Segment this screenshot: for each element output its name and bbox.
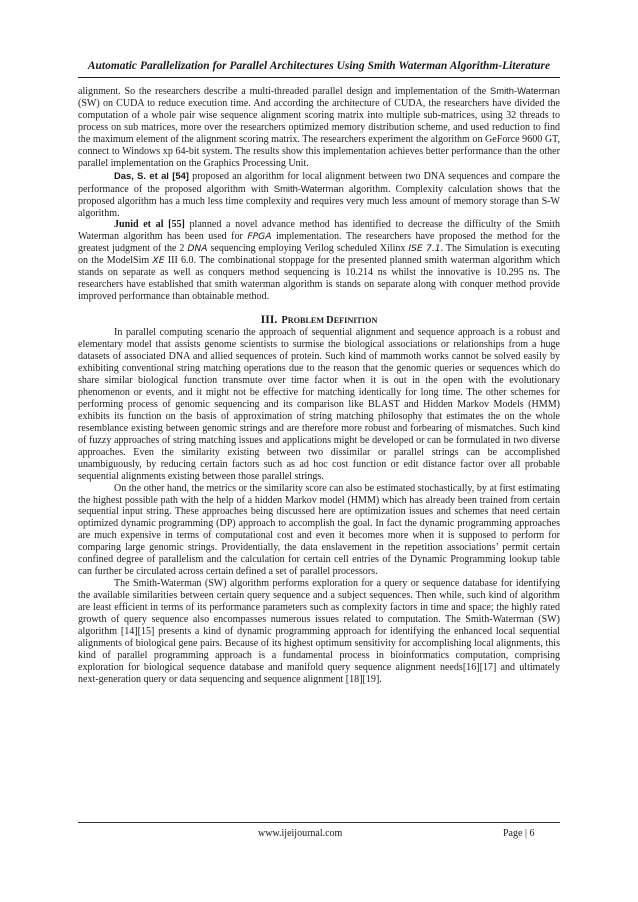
term-fpga: FPGA bbox=[247, 231, 272, 243]
paragraph-das-et-al bbox=[78, 170, 560, 220]
text-run: implementation. The researchers have proposed the method for the greatest judgment of the 2 bbox=[78, 231, 560, 255]
footer-rule bbox=[78, 822, 560, 823]
citation-junid-et-al: Junid et al [55] bbox=[114, 219, 185, 231]
running-header: Automatic Parallelization for Parallel Architectures Using Smith Waterman Algorithm-Literature bbox=[87, 60, 551, 72]
section-title-part: P bbox=[281, 315, 288, 327]
footer-url: www.ijeijournal.com bbox=[258, 828, 343, 839]
paragraph-cuda-sw bbox=[78, 85, 560, 170]
paragraph-smith-waterman: The Smith-Waterman (SW) algorithm performs exploration for a query or sequence database for identifying the available similarities between certain query sequence and a subject sequences. Then while, such kind of algorithm are least efficient in terms of its performance parameters such as complexity factors in time and space; the highly rated growth of query sequence also encompasses numerous issues related to computation. The Smith-Waterman (SW) algorithm [14][15] presents a kind of dynamic programming approach for identifying the enhanced local sequential alignments of biological gene pairs. Because of its highest optimum sensitivity for accomplishing local alignments, this kind of parallel programming approach is a fundamental process in bioinformatics computation, comprising exploration for biological sequence database and manifold query sequence alignment needs[16][17] and ultimately next-generation query or data sequencing and sequence alignment [18][19]. bbox=[78, 578, 560, 685]
section-heading bbox=[78, 313, 560, 327]
paragraph-hmm-dp: On the other hand, the metrics or the similarity score can also be estimated stochastically, by at first estimating the highest possible path with the help of a hidden Markov model (HMM) which has already been trained from certain sequential input string. These approaches being discussed here are optimization issues and schemes that need certain optimized dynamic programming (DP) approach to accomplish the goal. In fact the dynamic programming approaches are much expensive in terms of computational cost and even it becomes more when it is supposed to perform for comparing large genomic strings. Providentially, the data enslavement in the repetition associations’ permit certain confined degree of parallelism and the calculation for certain cell entries of the Dynamic Programming lookup table can further be circulated across certain defined a set of parallel processors. bbox=[78, 482, 560, 578]
section-title-part: ROBLEM bbox=[287, 316, 327, 326]
term-dna: DNA bbox=[187, 243, 208, 255]
text-run: III 6.0. The combinational stoppage for the presented planned smith waterman algorithm which stands on separate as well as conquers method sequencing is 10.214 ns whilst the innovative is 10.295 ns. The researchers have established that smith waterman algorithm is stands on separate along with conquer method provide improved performance than obtainable method. bbox=[78, 255, 561, 303]
text-run: . The Simulation is executing on the ModelSim bbox=[78, 243, 560, 267]
paragraph-problem-intro: In parallel computing scenario the approach of sequential alignment and sequence approach is a robust and elementary model that assists genome scientists to surmise the biological associations or relationships from a huge datasets of associated DNA and allied sequences of protein. Such kind of mammoth works cannot be solved easily by exhibiting conventional string matching operations due to the reason that the genomic queries or sequences which do share similar biological function transmute over time factor when it is out in the open with the evolutionary phenomenon or events, and it might not be effective for matching identically for long time. The other schemes for performing process of genomic sequencing and its comparison like BLAST and Hidden Markov Models (HMM) exhibits its function on the basis of approximation of string matching philosophy that estimates the on the whole resemblance existing between genomic strings and are therefore more robust and forbearing of mismatches. Such kind of fuzzy approaches of string matching issues and applications might be developed or can be formulated in two diverse approaches. Even the similarity existing between two dissimilar or parallel strings can be accomplished unambiguously, by reducing certain factors such as ad hoc cost function or edit distance factor over all probable sequential alignments existing between those parallel strings. bbox=[78, 327, 560, 482]
text-run: alignment. So the researchers describe a multi-threaded parallel design and implementation of the bbox=[78, 86, 491, 97]
paragraph-junid-et-al bbox=[78, 219, 560, 303]
section-title-part: EFINITION bbox=[333, 316, 378, 326]
text-run: planned a novel advance method has identified to decrease the difficulty of the Smith Waterman algorithm has been used for bbox=[78, 219, 560, 243]
term-xe: XE bbox=[152, 255, 165, 267]
text-run: proposed an algorithm for local alignment between two DNA sequences and compare the performance of the proposed algorithm with bbox=[78, 170, 561, 195]
body-text bbox=[78, 85, 560, 686]
header-rule bbox=[78, 77, 560, 78]
page-number: Page | 6 bbox=[503, 828, 535, 839]
citation-das-et-al: Das, S. et al [54] bbox=[114, 169, 189, 181]
term-ise: ISE 7.1 bbox=[408, 243, 441, 255]
section-number: III. bbox=[260, 312, 278, 327]
text-run: algorithm. Complexity calculation shows that the proposed algorithm has a much less time complexity and requires very much less amount of memory storage than S-W algorithm. bbox=[78, 183, 560, 219]
term-smith-waterman: Smith-Waterman bbox=[273, 182, 344, 194]
term-smith-waterman: Smith-Waterman bbox=[490, 85, 560, 96]
text-run: sequencing employing Verilog scheduled Xilinx bbox=[207, 243, 409, 255]
section-title-part: D bbox=[326, 315, 334, 327]
text-run: (SW) on CUDA to reduce execution time. And according the architecture of CUDA, the researchers have divided the computation of a whole pair wise sequence alignment scoring matrix into multiple sub-matrices, using 32 threads to process on sub matrices, more over the researchers optimized memory distribution scheme, and used reduction to find the maximum element of the alignment scoring matrix. The researchers experiment the algorithm on GeForce 9600 GT, connect to Windows xp 64-bit system. The results show this implementation achieves better performance than the other parallel implementation on the Graphics Processing Unit. bbox=[78, 97, 560, 169]
